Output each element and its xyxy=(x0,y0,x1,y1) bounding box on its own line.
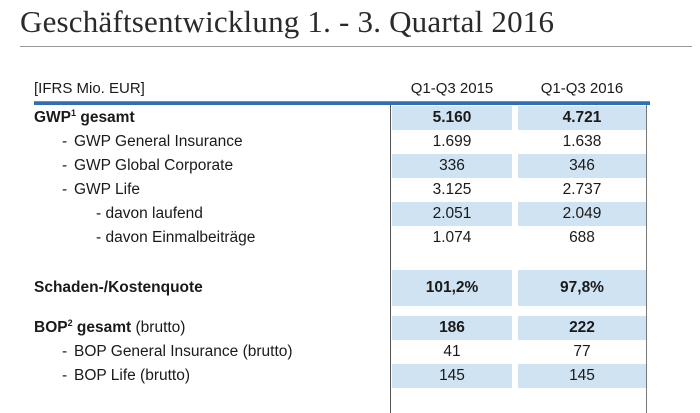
row-label: BOP$^2$ gesamt (brutto) xyxy=(34,317,186,336)
table-row xyxy=(34,226,650,250)
value-2016: 2.737 xyxy=(562,181,602,198)
page-title: Geschäftsentwicklung 1. - 3. Quartal 2016 xyxy=(20,4,555,39)
row-label: - GWP Life xyxy=(62,181,141,198)
unit-label: [IFRS Mio. EUR] xyxy=(34,80,145,97)
table-row xyxy=(34,130,650,154)
row-label: - BOP Life (brutto) xyxy=(62,367,191,384)
value-2015: 1.074 xyxy=(432,229,472,246)
row-label: - BOP General Insurance (brutto) xyxy=(62,343,293,360)
value-2016: 97,8% xyxy=(560,279,604,296)
value-2015: 5.160 xyxy=(432,109,472,126)
value-2015: 1.699 xyxy=(432,133,472,150)
value-2016: 77 xyxy=(573,343,591,360)
value-2016: 145 xyxy=(569,367,595,384)
value-2016: 4.721 xyxy=(562,109,602,126)
value-2015: 336 xyxy=(439,157,465,174)
col-header-2016: Q1-Q3 2016 xyxy=(540,80,624,97)
value-2016: 688 xyxy=(569,229,595,246)
table-row xyxy=(34,154,650,178)
header-rule-thick xyxy=(34,102,650,105)
table-row xyxy=(34,202,650,226)
value-2016: 346 xyxy=(569,157,595,174)
table-row xyxy=(34,276,650,300)
value-2015: 101,2% xyxy=(425,279,479,296)
table-row xyxy=(34,178,650,202)
value-2015: 145 xyxy=(439,367,465,384)
value-2015: 41 xyxy=(443,343,461,360)
row-label: - davon laufend xyxy=(96,205,203,222)
row-label: - GWP Global Corporate xyxy=(62,157,234,174)
value-2016: 2.049 xyxy=(562,205,602,222)
value-2016: 222 xyxy=(569,319,595,336)
value-2015: 3.125 xyxy=(432,181,472,198)
table-row xyxy=(34,106,650,130)
title-divider xyxy=(20,46,692,47)
row-label: - davon Einmalbeiträge xyxy=(96,229,256,246)
col-header-2015: Q1-Q3 2015 xyxy=(410,80,494,97)
row-label: GWP$^1$ gesamt xyxy=(34,107,135,126)
value-2015: 2.051 xyxy=(432,205,472,222)
row-label: Schaden-/Kostenquote xyxy=(34,279,203,296)
row-label: - GWP General Insurance xyxy=(62,133,243,150)
table-header xyxy=(34,78,650,100)
table-row xyxy=(34,364,650,388)
table-row xyxy=(34,316,650,340)
value-2016: 1.638 xyxy=(562,133,602,150)
table-row xyxy=(34,340,650,364)
value-2015: 186 xyxy=(439,319,465,336)
